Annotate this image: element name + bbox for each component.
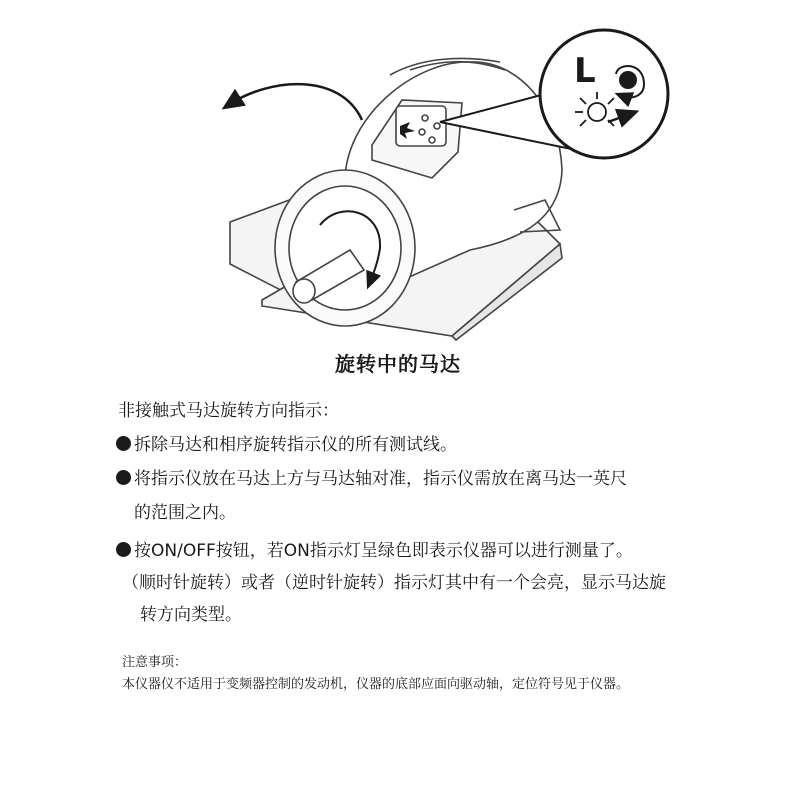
instructions-heading: 非接触式马达旋转方向指示： — [118, 401, 339, 421]
note-body: 本仪器仪不适用于变频器控制的发动机，仪器的底部应面向驱动轴，定位符号见于仪器。 — [122, 677, 630, 692]
rotation-arrow-top — [230, 84, 362, 120]
step-1-text: 拆除马达和相序旋转指示仪的所有测试线。 — [134, 435, 457, 455]
step-2 — [116, 464, 627, 489]
bullet-icon — [116, 436, 131, 451]
step-3-text: 按ON/OFF按钮，若ON指示灯呈绿色即表示仪器可以进行测量了。 — [134, 541, 633, 561]
note-title: 注意事项： — [122, 655, 188, 670]
step-3-continuation-2: 转方向类型。 — [140, 605, 242, 625]
step-3 — [116, 536, 633, 561]
step-2-continuation: 的范围之内。 — [134, 503, 236, 523]
bullet-icon — [116, 542, 131, 557]
motor-illustration — [0, 0, 796, 345]
bullet-icon — [116, 470, 131, 485]
magnified-inset — [540, 30, 668, 158]
step-1 — [116, 430, 457, 455]
motor-front — [275, 170, 415, 326]
step-3-continuation-1: （顺时针旋转）或者（逆时针旋转）指示灯其中有一个会亮，显示马达旋 — [122, 573, 666, 593]
figure-caption: 旋转中的马达 — [335, 352, 461, 376]
inset-letter: L — [574, 51, 596, 91]
rotation-symbol-icon — [619, 71, 637, 89]
step-2-text: 将指示仪放在马达上方与马达轴对准，指示仪需放在离马达一英尺 — [134, 469, 627, 489]
